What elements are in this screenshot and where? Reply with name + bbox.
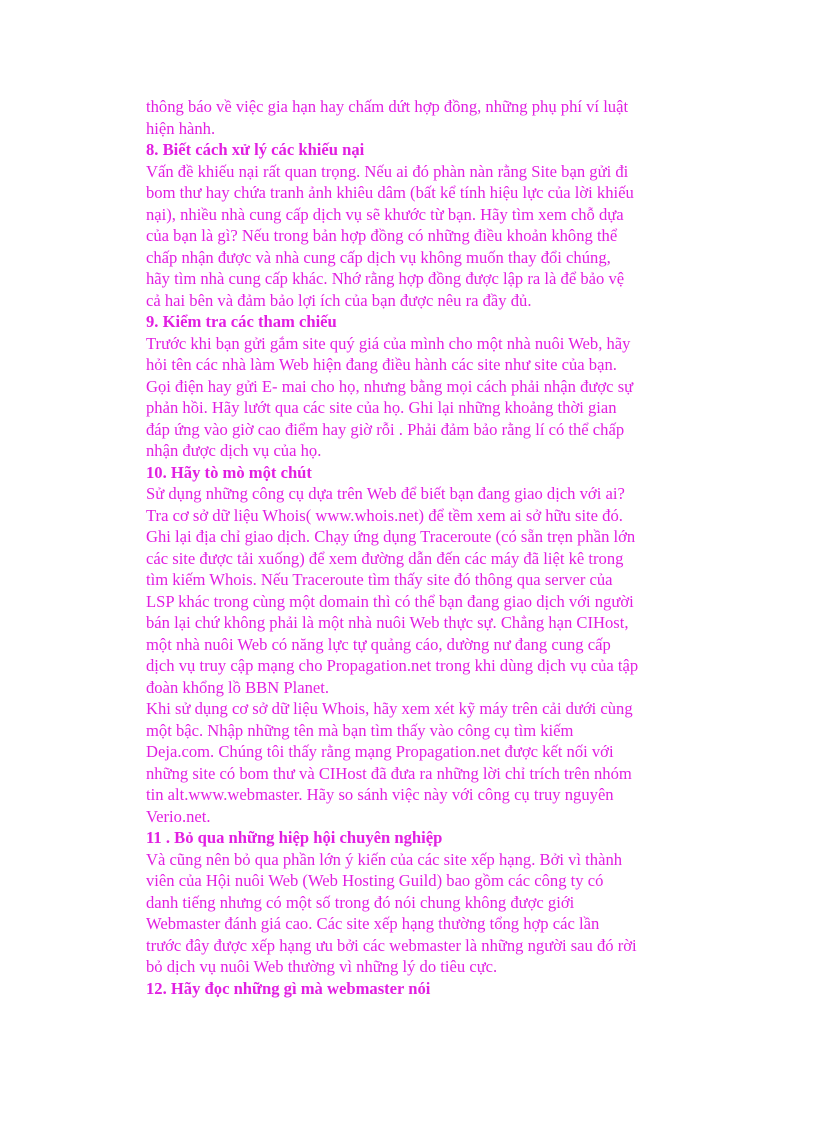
paragraph-line: Gọi điện hay gửi E- mai cho họ, nhưng bằng mọi cách phải nhận được sự [146,376,634,396]
paragraph-line: danh tiếng nhưng có một số trong đó nói chung không được giới [146,892,575,912]
section-heading: 8. Biết cách xử lý các khiếu nại [146,140,365,159]
paragraph-line: nại), nhiều nhà cung cấp dịch vụ sẽ khước từ bạn. Hãy tìm xem chỗ dựa [146,204,624,224]
section-heading: 12. Hãy đọc những gì mà webmaster nói [146,978,431,998]
paragraph-line: những site có bom thư và CIHost đã đưa ra những lời chỉ trích trên nhóm [146,763,632,783]
paragraph-line: LSP khác trong cùng một domain thì có thể bạn đang giao dịch với người [146,591,634,611]
section-heading: 11 . Bỏ qua những hiệp hội chuyên nghiệp [146,828,443,847]
paragraph-line: Verio.net. [146,806,211,826]
paragraph-line: bỏ dịch vụ nuôi Web thường vì những lý do tiêu cực. [146,957,498,976]
paragraph-line: Trước khi bạn gửi gắm site quý giá của mình cho một nhà nuôi Web, hãy [146,333,631,353]
paragraph-line: bán lại chứ không phải là một nhà nuôi Web thực sự. Chẳng hạn CIHost, [146,613,629,632]
paragraph-line: cả hai bên và đảm bảo lợi ích của bạn được nêu ra đầy đủ. [146,290,532,310]
paragraph-line: tin alt.www.webmaster. Hãy so sánh việc này với công cụ truy nguyên [146,785,614,804]
document-page [146,96,686,999]
paragraph-line: Vấn đề khiếu nại rất quan trọng. Nếu ai đó phàn nàn rằng Site bạn gửi đi [146,161,629,181]
section-heading: 9. Kiểm tra các tham chiếu [146,312,337,331]
paragraph-line: của bạn là gì? Nếu trong bản hợp đồng có những điều khoản không thể [146,226,618,245]
paragraph-line: nhận được dịch vụ của họ. [146,441,322,460]
paragraph-line: một nhà nuôi Web có năng lực tự quảng cáo, dường nư đang cung cấp [146,634,611,654]
paragraph-line: viên của Hội nuôi Web (Web Hosting Guild) bao gồm các công ty có [146,871,604,890]
paragraph-line: Sử dụng những công cụ dựa trên Web để biết bạn đang giao dịch với ai? [146,484,625,503]
paragraph-line: Khi sử dụng cơ sở dữ liệu Whois, hãy xem xét kỹ máy trên cải dưới cùng [146,699,633,718]
paragraph-line: Webmaster đánh giá cao. Các site xếp hạng thường tổng hợp các lần [146,914,600,933]
paragraph-line: hiện hành. [146,118,216,138]
paragraph-line: hỏi tên các nhà làm Web hiện đang điều hành các site như site của bạn. [146,355,617,374]
paragraph-line: trước đây được xếp hạng ưu bởi các webmaster là những người sau đó rời [146,935,637,955]
paragraph-line: đoàn khổng lồ BBN Planet. [146,677,329,697]
paragraph-line: hãy tìm nhà cung cấp khác. Nhớ rằng hợp đồng được lập ra là để bảo vệ [146,269,625,288]
paragraph-line: Và cũng nên bỏ qua phần lớn ý kiến của các site xếp hạng. Bởi vì thành [146,849,623,869]
paragraph-line: thông báo về việc gia hạn hay chấm dứt hợp đồng, những phụ phí ví luật [146,97,629,116]
paragraph-line: chấp nhận được và nhà cung cấp dịch vụ không muốn thay đổi chúng, [146,247,611,267]
paragraph-line: bom thư hay chứa tranh ảnh khiêu dâm (bất kể tính hiệu lực của lời khiếu [146,183,634,202]
paragraph-line: Deja.com. Chúng tôi thấy rằng mạng Propagation.net được kết nối với [146,742,614,761]
paragraph-line: một bậc. Nhập những tên mà bạn tìm thấy vào công cụ tìm kiếm [146,720,574,740]
paragraph-line: dịch vụ truy cập mạng cho Propagation.net trong khi dùng dịch vụ của tập [146,656,639,675]
paragraph-line: các site được tải xuống) để xem đường dẫn đến các máy đã liệt kê trong [146,548,624,568]
section-heading: 10. Hãy tò mò một chút [146,462,312,482]
paragraph-line: Ghi lại địa chỉ giao dịch. Chạy ứng dụng Traceroute (có sẵn trẹn phần lớn [146,527,636,546]
paragraph-line: phản hồi. Hãy lướt qua các site của họ. Ghi lại những khoảng thời gian [146,398,617,417]
paragraph-line: tìm kiếm Whois. Nếu Traceroute tìm thấy site đó thông qua server của [146,570,613,589]
paragraph-line: Tra cơ sở dữ liệu Whois( www.whois.net) để tềm xem ai sở hữu site đó. [146,505,623,525]
paragraph-line: đáp ứng vào giờ cao điểm hay giờ rỗi . Phải đảm bảo rằng lí có thể chấp [146,419,625,439]
